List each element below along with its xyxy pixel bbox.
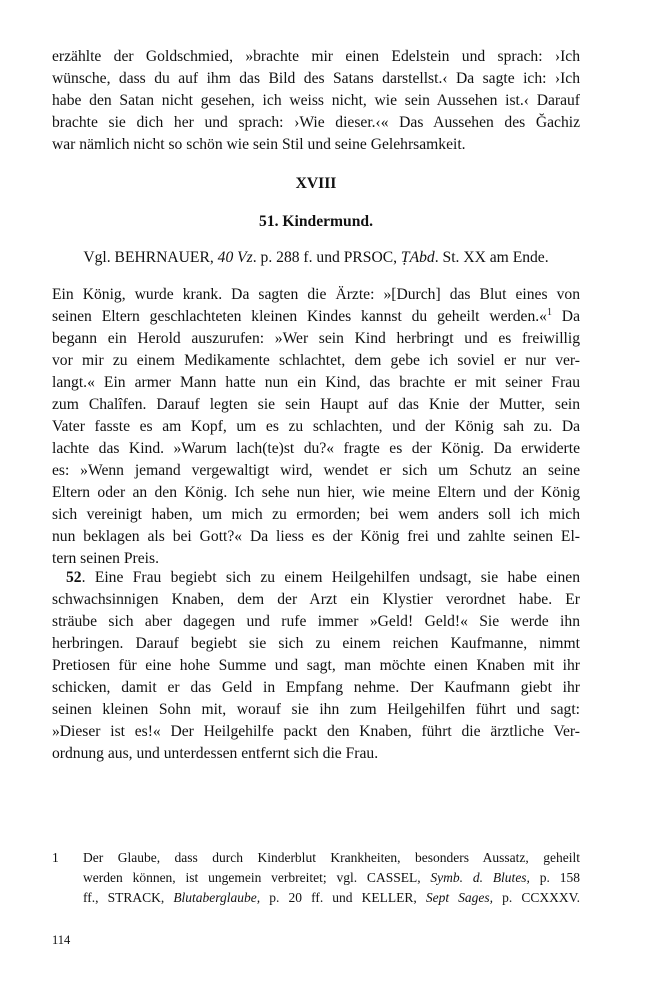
text-line <box>52 567 580 589</box>
text-line: schwachsinnigen Knaben, dem der Arzt ein Klystier verordnet habe. Er <box>52 591 580 608</box>
text-line: erzählte der Goldschmied, »brachte mir einen Edelstein und sprach: ›Ich <box>52 48 580 65</box>
text-line: nun beklagen als bei Gott?« Da liess es der König frei und zahlte seinen El- <box>52 528 580 545</box>
text-line: Eltern oder an den König. Ich sehe nun hier, wie meine Eltern und der König <box>52 484 580 501</box>
footnote-line <box>83 868 580 888</box>
text-line: herbringen. Darauf begiebt sie sich zu einem reichen Kaufmanne, nimmt <box>52 635 580 652</box>
text-segment: p. 158 <box>529 870 580 885</box>
text-line: habe den Satan nicht gesehen, ich weiss nicht, wie sein Aussehen ist.‹ Darauf <box>52 92 580 109</box>
work-title: Blutaberglaube, <box>173 890 261 905</box>
text-line: vor mir zu einem Medikamente schlachtet, dem gebe ich soviel er nur ver- <box>52 352 580 369</box>
footnote-text <box>83 848 580 908</box>
text-segment: . Eine Frau begiebt sich zu einem Heilgehilfen undsagt, sie habe einen <box>81 569 580 586</box>
text-line <box>52 306 580 328</box>
text-line: begann ein Herold auszurufen: »Wer sein Kind herbringt und es freiwillig <box>52 330 580 347</box>
text-line: es: »Wenn jemand vergewaltigt wird, wendet er sich um Schutz an seine <box>52 462 580 479</box>
work-title: Symb. d. Blutes, <box>430 870 530 885</box>
footnote-line: Der Glaube, dass durch Kinderblut Krankheiten, besonders Aussatz, geheilt <box>83 850 580 865</box>
text-segment: p. 20 ff. und KELLER, <box>260 890 426 905</box>
continuation-paragraph <box>52 46 580 156</box>
text-line: Vater fasste es am Kopf, um es zu schlachten, und der König sah zu. Da <box>52 418 580 435</box>
text-line: schicken, damit er das Geld in Empfang nehme. Der Kaufmann giebt ihr <box>52 679 580 696</box>
text-line: ordnung aus, und unterdessen entfernt sich die Frau. <box>52 745 379 762</box>
text-segment: Da <box>551 308 580 325</box>
text-line: langt.« Ein armer Mann hatte nun ein Kind, das brachte er mit seiner Frau <box>52 374 580 391</box>
text-line: Pretiosen für eine hohe Summe und sagt, man möchte einen Knaben mit ihr <box>52 657 580 674</box>
work-title: Sept Sages, <box>425 890 494 905</box>
text-segment: p. CCXXXV. <box>493 890 580 905</box>
text-line: Ein König, wurde krank. Da sagten die Ärzte: »[Durch] das Blut eines von <box>52 286 580 303</box>
story-title: 51. Kindermund. <box>259 213 373 230</box>
story-52-paragraph <box>52 567 580 765</box>
citation-work-1: 40 Vz <box>217 249 253 266</box>
footnote-ref[interactable]: 1 <box>546 307 552 318</box>
text-line: war nämlich nicht so schön wie sein Stil und seine Gelehrsamkeit. <box>52 136 466 153</box>
text-line: tern seinen Preis. <box>52 550 159 567</box>
text-line: zum Chalîfen. Darauf legten sie sein Haupt auf das Knie der Mutter, sein <box>52 396 580 413</box>
text-line: seinen kleinen Sohn mit, worauf sie ihn zum Heilgehilfen führt und sagt: <box>52 701 580 718</box>
section-heading-roman: XVIII <box>295 175 337 192</box>
text-line: sich vereinigt haben, um mich zu ermorden; bei wem anders soll ich mich <box>52 506 580 523</box>
text-line: lachte das Kind. »Warum lach(te)st du?« fragte es der König. Da erwiderte <box>52 440 580 457</box>
text-line: sträube sich aber dagegen und rufe immer »Geld! Geld!« Sie werde ihn <box>52 613 580 630</box>
footnote-line <box>83 888 580 908</box>
text-line: brachte sie dich her und sprach: ›Wie dieser.‹« Das Aussehen des Ğachiz <box>52 114 580 131</box>
text-segment: ff., STRACK, <box>83 890 174 905</box>
text-segment: seinen Eltern geschlachteten kleinen Kindes kannst du geheilt werden.« <box>52 308 547 325</box>
citation-line <box>52 247 580 269</box>
page-number: 114 <box>52 933 71 947</box>
citation-mid: . p. 288 f. und PRSOC, <box>252 249 401 266</box>
citation-suffix: . St. XX am Ende. <box>434 249 549 266</box>
text-line: wünsche, dass du auf ihm das Bild des Satans darstellst.‹ Da sagte ich: ›Ich <box>52 70 580 87</box>
citation-prefix: Vgl. BEHRNAUER, <box>83 249 218 266</box>
citation-work-2: ṬAbd <box>400 249 435 266</box>
text-segment: werden können, ist ungemein verbreitet; vgl. CASSEL, <box>83 870 431 885</box>
footnote-number: 1 <box>52 850 59 865</box>
story-51-paragraph <box>52 284 580 570</box>
story-number: 52 <box>66 569 82 586</box>
text-line: »Dieser ist es!« Der Heilgehilfe packt den Knaben, führt die ärztliche Ver- <box>52 723 580 740</box>
